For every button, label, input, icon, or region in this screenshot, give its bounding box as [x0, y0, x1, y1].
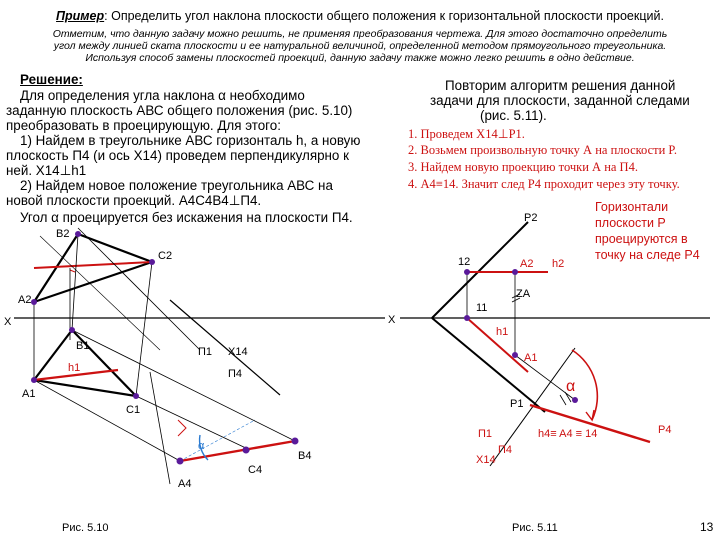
- label-x14: Х14: [228, 346, 248, 358]
- solution-label: Решение:: [20, 72, 83, 87]
- label-h2: h2: [552, 258, 565, 270]
- step-2: 2. Возьмем произвольную точку А на плоскости Р.: [408, 143, 677, 157]
- label-x-511: X: [388, 314, 396, 326]
- solution-line-6: ней. Х14⊥h1: [6, 163, 87, 178]
- callout-line-1: Горизонтали: [595, 200, 669, 214]
- label-h1: h1: [68, 362, 81, 374]
- label-p1: P1: [510, 398, 524, 410]
- label-c4: C4: [248, 464, 263, 476]
- label-12: 12: [458, 256, 471, 268]
- solution-line-9: Угол α проецируется без искажения на плоскости П4.: [20, 210, 353, 225]
- label-11: 11: [476, 302, 488, 314]
- solution-line-1: Для определения угла наклона α необходимо: [20, 88, 305, 103]
- callout-line-4: точку на следе Р4: [595, 248, 700, 262]
- step-1: 1. Проведем Х14⊥Р1.: [408, 127, 525, 141]
- solution-line-3: преобразовать в проецирующую. Для этого:: [6, 118, 281, 133]
- intro-line-3: (рис. 5.11).: [480, 108, 547, 123]
- page-number: 13: [700, 520, 714, 534]
- label-c2: C2: [158, 250, 173, 262]
- angle-arc-511: [572, 350, 597, 420]
- label-p2: P2: [524, 212, 538, 224]
- label-pi1-511: П1: [478, 428, 493, 440]
- label-b1: B1: [76, 340, 90, 352]
- label-x14-511: Х14: [476, 454, 496, 466]
- example-label: Пример: [56, 9, 105, 23]
- label-a4: A4: [178, 478, 192, 490]
- label-x-510: X: [4, 316, 12, 328]
- example-text: : Определить угол наклона плоскости общего положения к горизонтальной плоскости проекций.: [104, 9, 664, 23]
- step-3: 3. Найдем новую проекцию точки А на П4.: [408, 160, 638, 174]
- label-c1: C1: [126, 404, 141, 416]
- callout-line-2: плоскости Р: [595, 216, 666, 230]
- label-za: ZA: [516, 288, 531, 300]
- note-line-3: Используя способ замены плоскостей проекций, данную задачу также можно легко решить в одно действие.: [85, 52, 635, 64]
- step-4: 4. А4≡14. Значит след Р4 проходит через эту точку.: [408, 177, 680, 191]
- label-alpha-510: α: [198, 440, 205, 452]
- label-alpha-511: α: [566, 378, 576, 395]
- note-line-1: Отметим, что данную задачу можно решить, не применяя преобразования чертежа. Для этого достаточно определить: [52, 28, 668, 40]
- solution-line-7: 2) Найдем новое положение треугольника АВС на: [20, 178, 333, 193]
- label-b2: B2: [56, 228, 70, 240]
- label-pi4-511: П4: [498, 444, 513, 456]
- callout-line-3: проецируются в: [595, 232, 688, 246]
- note-line-2: угол между линией ската плоскости и ее натуральной величиной, определенной методом прямоугольного треугольника.: [53, 40, 667, 52]
- solution-line-8: новой плоскости проекций. А4С4В4⊥П4.: [6, 193, 262, 208]
- intro-line-1: Повторим алгоритм решения данной: [445, 78, 676, 93]
- label-p4: P4: [658, 424, 672, 436]
- solution-line-2: заданную плоскость АВС общего положения (рис. 5.10): [6, 103, 353, 118]
- solution-line-5: плоскость П4 (и ось Х14) проведем перпендикулярно к: [6, 148, 349, 163]
- caption-5-11: Рис. 5.11: [512, 522, 558, 534]
- caption-5-10: Рис. 5.10: [62, 522, 109, 534]
- solution-line-4: 1) Найдем в треугольнике АВС горизонталь h, а новую: [20, 133, 361, 148]
- label-a2: A2: [18, 294, 32, 306]
- label-pi4: П4: [228, 368, 243, 380]
- label-h4: h4≡ A4 ≡ 14: [538, 428, 598, 440]
- label-a2-511: A2: [520, 258, 534, 270]
- x14-axis-line: [170, 300, 280, 395]
- label-b4: B4: [298, 450, 312, 462]
- label-a1: A1: [22, 388, 36, 400]
- label-a1-511: A1: [524, 352, 538, 364]
- intro-line-2: задачи для плоскости, заданной следами: [430, 93, 690, 108]
- label-h1-511: h1: [496, 326, 509, 338]
- label-pi1: П1: [198, 346, 213, 358]
